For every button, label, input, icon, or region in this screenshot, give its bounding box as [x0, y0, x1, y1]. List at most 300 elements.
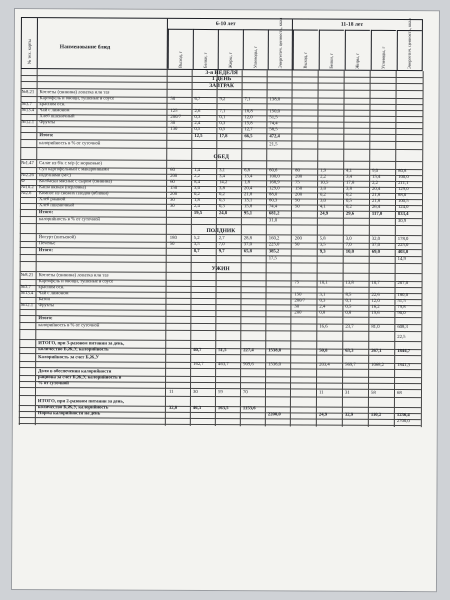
value-cell: 21,8	[372, 192, 381, 198]
value-cell: 10,7	[371, 280, 380, 286]
value-cell: 0,2	[194, 191, 200, 197]
header-col-name	[38, 18, 168, 69]
header-subcol-label: Белки, г	[328, 53, 334, 69]
dish-name: калорийность в % от суточной	[39, 141, 101, 147]
value-cell: 12,0	[371, 298, 380, 304]
value-cell: 150,0	[269, 109, 281, 115]
value-cell: 1,9	[320, 168, 327, 174]
value-cell: 3,1	[219, 168, 226, 174]
section-title-text: 1 ДЕНЬ	[211, 76, 232, 83]
tech-card-no: №12.1	[20, 303, 34, 309]
value-cell: 0,5	[219, 127, 226, 133]
value-cell: 7,1	[244, 97, 251, 103]
value-cell: 21,8	[371, 198, 381, 204]
dish-name: Итого:	[38, 316, 53, 322]
value-cell: 0,2	[346, 192, 352, 198]
value-cell: 227,4	[243, 348, 254, 354]
value-cell: 207,0	[397, 281, 409, 287]
value-cell: 203,4	[319, 362, 330, 368]
value-cell: 267,1	[371, 348, 382, 354]
value-cell: 19,5	[193, 210, 203, 216]
value-cell: 15,8	[244, 121, 253, 127]
row-separator	[19, 381, 421, 384]
value-cell: 7,0	[345, 242, 352, 248]
dish-name: Фрукты	[38, 303, 55, 309]
value-cell: 68	[396, 391, 402, 397]
value-cell: 0,2	[345, 204, 352, 210]
value-cell: 60,6	[269, 168, 278, 174]
dish-name: Картофель и овощи, тушеные в соусе	[39, 96, 115, 102]
tech-card-no: №13.4	[20, 291, 34, 297]
value-cell: 70	[242, 390, 248, 396]
value-cell: 180	[169, 235, 177, 241]
row-separator	[20, 254, 422, 257]
value-cell: 1,8	[193, 197, 200, 203]
value-cell: 138,0	[269, 97, 281, 103]
col-name-label: Наименование блюд	[59, 44, 111, 51]
value-cell: 0,8	[319, 310, 326, 316]
dish-name: красном осн.	[38, 285, 65, 291]
value-cell: 50,8	[319, 348, 328, 354]
value-cell: 30	[294, 304, 300, 310]
value-cell: 80,8	[398, 169, 407, 175]
dish-name: Котлеты (свинина) лопатка или таз	[39, 90, 110, 96]
value-cell: 22,6	[371, 292, 380, 298]
value-cell: 150	[294, 292, 302, 298]
header-subcol	[218, 29, 243, 69]
value-cell: 1,4	[194, 167, 201, 173]
value-cell: 125	[170, 108, 178, 114]
tech-card-no: №10.2	[21, 185, 34, 191]
value-cell: 3,5	[193, 241, 200, 247]
value-cell: 4,1	[346, 168, 353, 174]
value-cell: 2,2	[372, 180, 378, 186]
header-subcol	[319, 30, 344, 70]
value-cell: 8,5	[345, 292, 352, 298]
value-cell: 200	[295, 174, 303, 180]
value-cell: 50	[294, 204, 300, 210]
tech-card-no: №12.1	[21, 120, 35, 126]
tech-card-no: №8.21	[20, 273, 34, 279]
value-cell: 5,8	[319, 236, 326, 242]
value-cell: 14,9	[397, 257, 406, 263]
value-cell: 403,0	[397, 250, 409, 256]
dish-name: Хлеб ржаной	[38, 197, 66, 203]
value-cell: 11	[168, 389, 174, 395]
value-cell: 46,3	[192, 405, 202, 411]
value-cell: 30	[169, 203, 175, 209]
value-cell: 1844,7	[397, 349, 411, 355]
value-cell: 30	[170, 120, 176, 126]
tech-card-no: №3.7	[20, 285, 31, 291]
value-cell: 15,8	[243, 204, 253, 210]
value-cell: 88,0	[269, 192, 278, 198]
value-cell: 95,1	[243, 211, 253, 217]
dish-name: Колбаски мясные с сыром (свинина)	[39, 179, 112, 185]
header-subcol	[345, 30, 370, 70]
value-cell: 21,8	[244, 192, 253, 198]
row-separator	[19, 303, 421, 306]
value-cell: 10,1	[319, 280, 328, 286]
tech-card-no: №13.4	[21, 108, 35, 114]
row-separator	[19, 309, 421, 312]
value-cell: 32,9	[344, 412, 354, 418]
value-cell: 28,8	[243, 236, 253, 242]
tech-card-no: №8.21	[21, 90, 35, 96]
dish-name: Каша вязкая (перловка)	[39, 185, 87, 191]
header-subcol	[168, 29, 193, 69]
value-cell: 1,8	[244, 180, 250, 186]
value-cell: 30	[192, 389, 198, 395]
row-separator	[19, 423, 421, 426]
value-cell: 31	[344, 390, 350, 396]
value-cell: 16,2	[371, 304, 380, 310]
value-cell: 60	[170, 179, 175, 185]
value-cell: 3,8	[346, 186, 352, 192]
dish-name: Салат из б/к с м/р (с морковью)	[39, 161, 102, 167]
section-title	[20, 265, 422, 273]
table-row	[19, 399, 421, 405]
value-cell: 160,2	[268, 236, 280, 242]
value-cell: 16,6	[319, 324, 328, 330]
value-cell: 2,4	[193, 203, 200, 209]
value-cell: 37,0	[243, 242, 252, 248]
value-cell: 26,4	[371, 204, 381, 210]
header-subcol	[268, 17, 293, 69]
dish-name: % от суточной	[38, 381, 69, 387]
header-subcol-label: Энергетич. ценность, ккал	[277, 17, 283, 69]
dish-name: Итого:	[39, 133, 54, 139]
value-cell: 0,5	[194, 126, 201, 132]
value-cell: 385,2	[268, 249, 280, 255]
dish-name: Чай с лимоном	[39, 108, 70, 114]
value-cell: 2,4	[194, 120, 201, 126]
value-cell: 50	[170, 96, 176, 102]
header-subcol-label: Выход, г	[302, 51, 308, 69]
age-a-label: 6-10 лет	[215, 21, 236, 28]
value-cell: 0,3	[218, 204, 225, 210]
dish-name: калорийность в % от суточной	[38, 217, 100, 223]
value-cell: 58	[370, 390, 376, 396]
row-separator	[20, 261, 422, 264]
value-cell: 129,0	[269, 186, 280, 192]
dish-name: калорийность в % от суточной	[38, 323, 100, 329]
value-cell: 7,1	[219, 109, 226, 115]
value-cell: 8,4	[194, 179, 200, 185]
dish-name: рациона за счет Б,Ж,У, калорийность в	[38, 375, 122, 381]
row-separator	[19, 417, 421, 420]
value-cell: 225,0	[268, 242, 280, 248]
value-cell: 24,9	[319, 211, 329, 217]
value-cell: 0,8	[345, 310, 352, 316]
dish-name: количество Б,Ж,У, калорийность	[38, 347, 109, 353]
row-separator	[20, 285, 422, 288]
value-cell: 100,5	[397, 199, 409, 205]
value-cell: 2,7	[218, 236, 225, 242]
row-separator	[20, 223, 422, 226]
value-cell: 0,5	[345, 304, 352, 310]
header-subcol-label: Углеводы, г	[380, 46, 386, 69]
value-cell: 3,0	[345, 236, 352, 242]
value-cell: 12,5	[194, 133, 203, 139]
value-cell: 50	[169, 241, 175, 247]
value-cell: 3,4	[346, 174, 352, 180]
tech-card-no: №2.26	[21, 173, 34, 179]
value-cell: 6,7	[194, 96, 201, 102]
value-cell: 180,0	[397, 293, 409, 299]
value-cell: 12,0	[244, 115, 253, 121]
value-cell: 9,2	[219, 97, 226, 103]
value-cell: 17,8	[346, 180, 355, 186]
dish-name: ИТОГО, при 2-разовом питании за день,	[37, 399, 124, 405]
value-cell: 12,7	[244, 127, 253, 133]
value-cell: 74,4	[268, 204, 278, 210]
value-cell: 13,1	[243, 198, 253, 204]
value-cell: 2700,0	[396, 419, 410, 425]
dish-name: Йогурт (питьевой)	[38, 235, 76, 241]
value-cell: 29,6	[345, 211, 355, 217]
value-cell: 3,8	[219, 186, 225, 192]
value-cell: 2200,0	[267, 412, 281, 418]
value-cell: 22,5	[397, 335, 406, 341]
dish-name: Печенье	[38, 241, 56, 247]
value-cell: 9,3	[319, 249, 326, 255]
dish-name: Итого:	[38, 248, 53, 254]
value-cell: 168,9	[269, 180, 280, 186]
section-title-text: ЗАВТРАК	[209, 83, 234, 90]
value-cell: 608,3	[397, 325, 408, 331]
value-cell: 100,0	[269, 174, 280, 180]
value-cell: 13,8	[345, 280, 354, 286]
row-separator	[19, 395, 421, 398]
value-cell: 2,2	[320, 174, 326, 180]
value-cell: 2,4	[319, 304, 326, 310]
value-cell: 130	[170, 126, 178, 132]
dish-name: Хлеб пшеничный	[38, 203, 75, 209]
value-cell: 32,0	[168, 405, 178, 411]
value-cell: 0,1	[219, 115, 226, 121]
row-separator	[19, 297, 421, 300]
value-cell: 24,9	[318, 412, 328, 418]
value-cell: 17,5	[268, 256, 277, 262]
dish-name: красном осн.	[39, 102, 66, 108]
value-cell: 100,0	[398, 175, 409, 181]
document-page	[11, 8, 440, 592]
row-separator	[20, 147, 422, 150]
value-cell: 7,0	[218, 242, 225, 248]
dish-name: Компот из свежих плодов (яблоки)	[39, 191, 109, 197]
header-subcol-label: Жиры, г	[227, 52, 233, 69]
value-cell: 81,0	[371, 324, 380, 330]
value-cell: 80	[295, 168, 300, 174]
age-b-label: 11-18 лет	[340, 21, 364, 28]
value-cell: 51,5	[397, 299, 406, 305]
value-cell: 162,7	[193, 361, 204, 367]
table-header	[21, 17, 423, 71]
value-cell: 37,0	[371, 242, 380, 248]
value-cell: 833,4	[397, 212, 409, 218]
value-cell: 50	[294, 198, 300, 204]
value-cell: 3,4	[219, 174, 225, 180]
dish-name: Итого:	[38, 210, 54, 216]
dish-name: ИТОГО, при 3-разовом питании за день,	[38, 341, 125, 347]
value-cell: 51,5	[218, 348, 227, 354]
dish-name: Норма калорийности на день	[37, 411, 101, 417]
value-cell: 110,2	[370, 412, 382, 418]
value-cell: 23,7	[345, 324, 354, 330]
value-cell: 14,2	[219, 180, 228, 186]
dish-name: Доля в обеспечении калорийности	[38, 369, 112, 375]
value-cell: 1841,3	[397, 363, 411, 369]
value-cell: 0,3	[319, 298, 326, 304]
value-cell: 51,5	[269, 115, 278, 121]
value-cell: 3,0	[320, 186, 326, 192]
value-cell: 21,5	[269, 142, 278, 148]
tech-card-no: №2.6	[21, 191, 32, 197]
value-cell: 69,0	[371, 249, 380, 255]
header-subcol-label: Жиры, г	[354, 52, 360, 69]
value-cell: 30	[169, 197, 175, 203]
header-subcol	[371, 30, 396, 70]
value-cell: 9,7	[218, 249, 225, 255]
value-cell: 15,4	[244, 174, 253, 180]
header-subcol	[193, 29, 218, 69]
value-cell: 6,8	[244, 168, 251, 174]
dish-name: изделиями (м/с)	[39, 173, 72, 179]
value-cell: 124,0	[397, 205, 409, 211]
value-cell: 0,5	[345, 198, 352, 204]
value-cell: 472,4	[269, 134, 280, 140]
value-cell: 129,0	[398, 187, 409, 193]
dish-name: Картофель и овощи, тушеные в соусе	[38, 279, 114, 285]
value-cell: 200	[294, 236, 302, 242]
value-cell: 200	[170, 173, 178, 179]
dish-name: Калорийность за счет Б,Ж,У	[38, 355, 100, 361]
value-cell: 3,5	[319, 242, 326, 248]
value-cell: 32,0	[371, 236, 381, 242]
value-cell: 15,4	[372, 174, 381, 180]
value-cell: 1068,2	[371, 362, 385, 368]
value-cell: 1536,0	[268, 362, 282, 368]
header-subcol-label: Углеводы, г	[252, 45, 258, 69]
value-cell: 200/7	[294, 298, 306, 304]
value-cell: 0,3	[219, 121, 226, 127]
value-cell: 75	[294, 280, 300, 286]
value-cell: 88,0	[398, 193, 407, 199]
value-cell: 225,0	[397, 243, 409, 249]
section-title-text: 3-я НЕДЕЛЯ	[205, 70, 238, 77]
section-title	[20, 153, 422, 161]
dish-name: Хлеб пшеничный	[39, 114, 75, 120]
value-cell: 2,2	[194, 173, 200, 179]
value-cell: 3,1	[319, 292, 326, 298]
value-cell: 20,4	[372, 186, 381, 192]
value-cell: 4,1	[319, 204, 326, 210]
value-cell: 18,8	[244, 109, 253, 115]
section-title	[20, 227, 422, 235]
dish-name: Фрукты	[39, 120, 56, 126]
value-cell: 117,0	[371, 211, 383, 217]
row-separator	[19, 329, 421, 332]
section-title-text: ПОЛДНИК	[206, 228, 236, 235]
value-cell: 1538,8	[268, 348, 282, 354]
value-cell: 2,6	[194, 108, 201, 114]
header-subcol-label: Выход, г	[177, 51, 183, 68]
value-cell: 58,5	[269, 127, 278, 133]
tech-card-no: №3.7	[21, 102, 32, 108]
dish-name: количество Б,Ж,У, калорийность	[37, 405, 109, 411]
value-cell: 569,7	[345, 362, 356, 368]
value-cell: 5,2	[193, 235, 200, 241]
header-subcol	[243, 29, 268, 69]
value-cell: 20,4	[244, 186, 253, 192]
value-cell: 40,7	[193, 347, 202, 353]
header-subcol-label: Энергетич. ценность, ккал	[406, 18, 412, 70]
value-cell: 0,3	[194, 114, 201, 120]
value-cell: 909,6	[243, 362, 254, 368]
value-cell: 463,7	[218, 362, 229, 368]
tech-card-no: №1.47	[21, 161, 34, 167]
value-cell: 9,0	[372, 168, 379, 174]
dish-name: Котлеты (свинина) лопатка или таз	[38, 273, 109, 279]
value-cell: 200	[294, 310, 302, 316]
value-cell: 11	[318, 390, 324, 396]
value-cell: 681,2	[268, 211, 280, 217]
value-cell: 163,5	[217, 406, 229, 412]
value-cell: 79,8	[397, 305, 406, 311]
value-cell: 30,9	[397, 219, 407, 225]
value-cell: 90,0	[397, 311, 406, 317]
header-subcol	[397, 18, 422, 70]
value-cell: 60,3	[268, 198, 278, 204]
section-title-text: ОБЕД	[213, 154, 229, 161]
value-cell: 8,7	[193, 248, 200, 254]
value-cell: 75	[295, 180, 300, 186]
value-cell: 59	[217, 390, 223, 396]
value-cell: 150	[170, 185, 178, 191]
value-cell: 1153,6	[242, 406, 256, 412]
row-separator	[20, 291, 422, 294]
value-cell: 31,0	[268, 218, 278, 224]
value-cell: 19,6	[371, 310, 380, 316]
tech-card-no: Ф	[21, 179, 25, 185]
value-cell: 150	[295, 186, 303, 192]
value-cell: 50	[294, 242, 300, 248]
value-cell: 0,2	[320, 192, 326, 198]
dish-name: Батон	[38, 297, 50, 303]
value-cell: 3,0	[319, 198, 326, 204]
table-row	[19, 333, 421, 341]
value-cell: 10,0	[345, 249, 354, 255]
value-cell: 60	[170, 167, 175, 173]
value-cell: 0,1	[345, 298, 352, 304]
dish-name: Суп картофельный с макаронными	[39, 167, 109, 173]
value-cell: 66,5	[244, 134, 253, 140]
header-subcol-label: Белки, г	[202, 52, 208, 69]
section-title-text: УЖИН	[211, 266, 230, 273]
row-separator	[21, 102, 423, 105]
row-separator	[19, 315, 421, 318]
value-cell: 0,2	[219, 192, 225, 198]
header-subcol	[293, 29, 318, 69]
value-cell: 1236,4	[396, 413, 410, 419]
value-cell: 0,3	[218, 198, 225, 204]
value-cell: 17,8	[219, 134, 228, 140]
value-cell: 211,1	[398, 181, 409, 187]
value-cell: 10,5	[320, 180, 329, 186]
value-cell: 63,3	[345, 348, 354, 354]
value-cell: 3,0	[194, 185, 200, 191]
